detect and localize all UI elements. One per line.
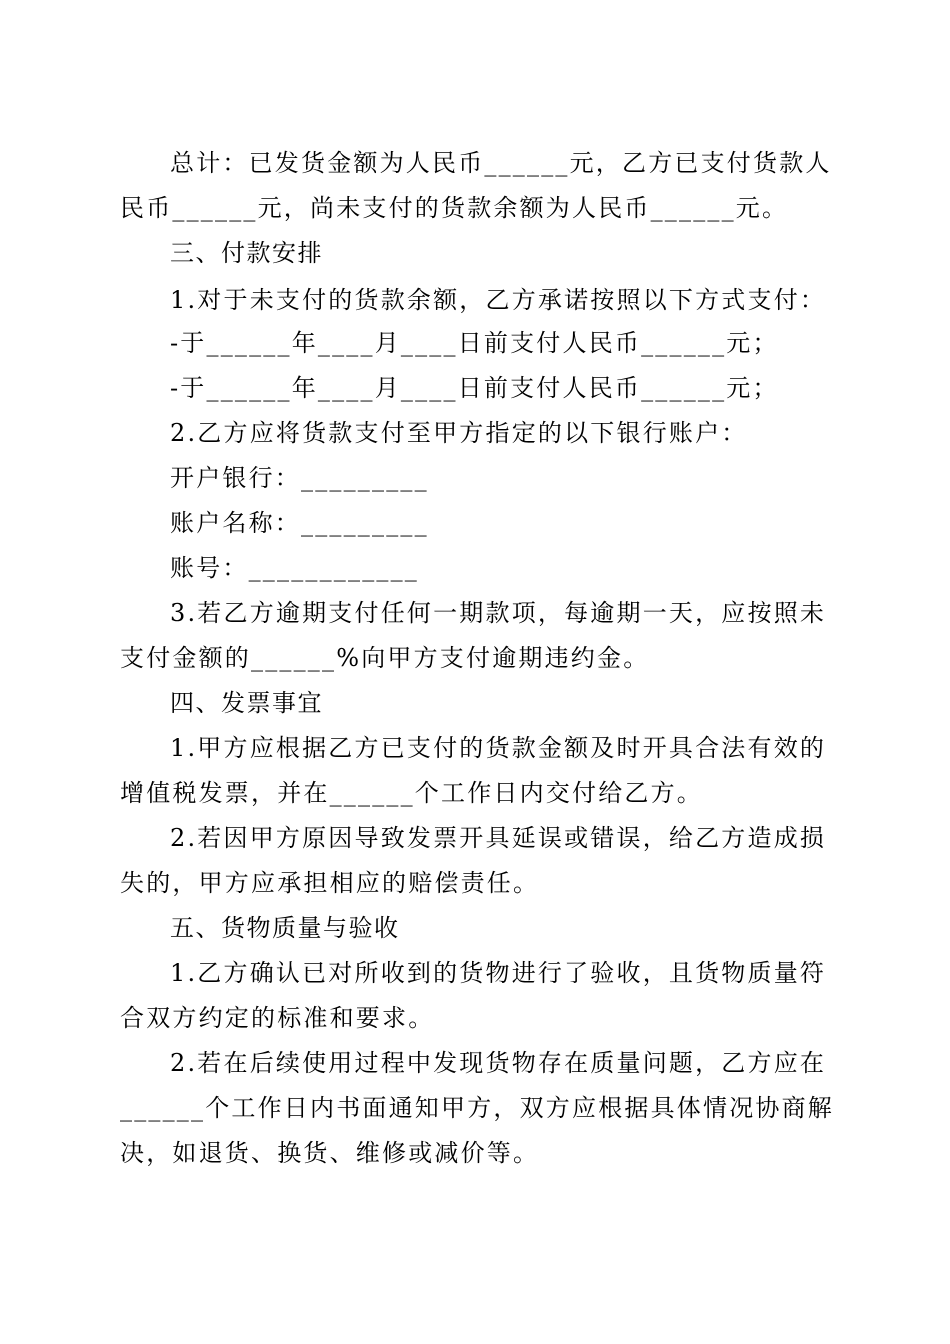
section-3-item-3-line-2: 支付金额的______%向甲方支付逾期违约金。 [120,644,650,672]
bank-name-field: 开户银行：_________ [170,464,429,492]
section-5-item-1-line-2: 合双方约定的标准和要求。 [120,1004,435,1032]
total-line-1: 总计：已发货金额为人民币______元，乙方已支付货款人 [170,149,832,177]
section-5-item-2-line-1: 2.若在后续使用过程中发现货物存在质量问题，乙方应在 [170,1049,827,1077]
section-3-item-3-line-1: 3.若乙方逾期支付任何一期款项，每逾期一天，应按照未 [170,599,827,627]
section-4-item-2-line-2: 失的，甲方应承担相应的赔偿责任。 [120,869,540,897]
section-4-item-2-line-1: 2.若因甲方原因导致发票开具延误或错误，给乙方造成损 [170,824,827,852]
section-5-item-2-line-2: ______个工作日内书面通知甲方，双方应根据具体情况协商解 [120,1094,834,1122]
section-5-item-1-line-1: 1.乙方确认已对所收到的货物进行了验收，且货物质量符 [170,959,827,987]
section-3-item-2: 2.乙方应将货款支付至甲方指定的以下银行账户： [170,419,748,447]
section-4-heading: 四、发票事宜 [170,689,323,717]
section-3-heading: 三、付款安排 [170,239,323,267]
section-3-item-1: 1.对于未支付的货款余额，乙方承诺按照以下方式支付： [170,286,827,314]
section-4-item-1-line-1: 1.甲方应根据乙方已支付的货款金额及时开具合法有效的 [170,734,827,762]
section-4-item-1-line-2: 增值税发票，并在______个工作日内交付给乙方。 [120,779,703,807]
account-name-field: 账户名称：_________ [170,509,429,537]
section-5-item-2-line-3: 决，如退货、换货、维修或减价等。 [120,1139,540,1167]
installment-2: -于______年____月____日前支付人民币______元； [170,374,779,402]
total-line-2: 民币______元，尚未支付的货款余额为人民币______元。 [120,194,789,222]
account-number-field: 账号：____________ [170,554,419,582]
section-5-heading: 五、货物质量与验收 [170,914,400,942]
installment-1: -于______年____月____日前支付人民币______元； [170,329,779,357]
